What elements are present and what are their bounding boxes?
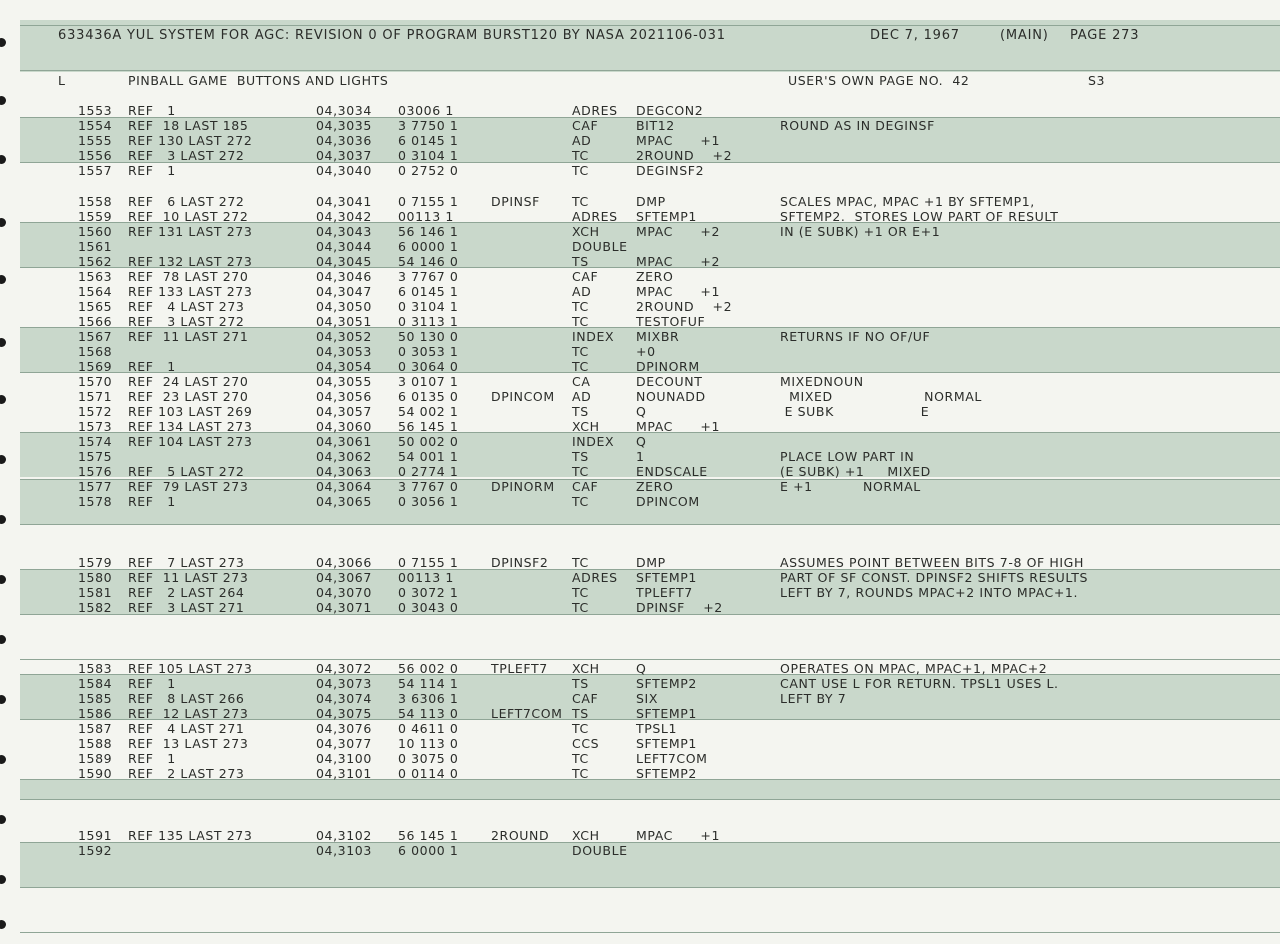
operand: SFTEMP1 (636, 736, 697, 751)
octal-word: 56 145 1 (398, 828, 459, 843)
sprocket-hole (0, 635, 6, 644)
octal-word: 6 0145 1 (398, 284, 459, 299)
sprocket-hole (0, 155, 6, 164)
address: 04,3060 (316, 419, 372, 434)
symbol-label: DPINSF (491, 194, 540, 209)
line-number: 1579 (78, 555, 113, 570)
address: 04,3065 (316, 494, 372, 509)
operand: MPAC +1 (636, 828, 721, 843)
octal-word: 56 002 0 (398, 661, 459, 676)
ref-field: REF 1 (128, 494, 176, 509)
sprocket-hole (0, 395, 6, 404)
opcode: TC (572, 299, 589, 314)
line-number: 1580 (78, 570, 113, 585)
rule (20, 25, 1280, 26)
opcode: TS (572, 404, 589, 419)
octal-word: 0 3064 0 (398, 359, 459, 374)
symbol-label: 2ROUND (491, 828, 550, 843)
ref-field: REF 131 LAST 273 (128, 224, 253, 239)
opcode: TC (572, 314, 589, 329)
remark: (E SUBK) +1 MIXED (780, 464, 931, 479)
operand: DPINORM (636, 359, 700, 374)
opcode: TC (572, 344, 589, 359)
ref-field: REF 133 LAST 273 (128, 284, 253, 299)
rule (20, 799, 1280, 800)
octal-word: 56 145 1 (398, 419, 459, 434)
octal-word: 03006 1 (398, 103, 454, 118)
address: 04,3042 (316, 209, 372, 224)
line-number: 1582 (78, 600, 113, 615)
sprocket-hole (0, 338, 6, 347)
ref-field: REF 18 LAST 185 (128, 118, 249, 133)
octal-word: 0 3075 0 (398, 751, 459, 766)
opcode: TS (572, 676, 589, 691)
symbol-label: DPINSF2 (491, 555, 549, 570)
opcode: TC (572, 555, 589, 570)
opcode: TC (572, 194, 589, 209)
address: 04,3103 (316, 843, 372, 858)
opcode: CAF (572, 269, 599, 284)
line-number: 1592 (78, 843, 113, 858)
octal-word: 10 113 0 (398, 736, 459, 751)
line-number: 1578 (78, 494, 113, 509)
address: 04,3072 (316, 661, 372, 676)
operand: MPAC +1 (636, 133, 721, 148)
sprocket-hole (0, 695, 6, 704)
octal-word: 00113 1 (398, 209, 454, 224)
opcode: TC (572, 359, 589, 374)
address: 04,3036 (316, 133, 372, 148)
ref-field: REF 4 LAST 273 (128, 299, 245, 314)
octal-word: 0 3053 1 (398, 344, 459, 359)
ref-field: REF 3 LAST 271 (128, 600, 245, 615)
ref-field: REF 130 LAST 272 (128, 133, 253, 148)
address: 04,3075 (316, 706, 372, 721)
address: 04,3101 (316, 766, 372, 781)
operand: ZERO (636, 269, 674, 284)
sprocket-hole (0, 515, 6, 524)
operand: MPAC +1 (636, 419, 721, 434)
line-number: 1581 (78, 585, 113, 600)
sprocket-hole (0, 96, 6, 105)
remark: ASSUMES POINT BETWEEN BITS 7-8 OF HIGH (780, 555, 1084, 570)
remark: IN (E SUBK) +1 OR E+1 (780, 224, 941, 239)
users-page-number: USER'S OWN PAGE NO. 42 (788, 73, 970, 88)
operand: TPLEFT7 (636, 585, 693, 600)
address: 04,3041 (316, 194, 372, 209)
operand: DMP (636, 555, 666, 570)
ref-field: REF 11 LAST 271 (128, 329, 249, 344)
operand: DEGCON2 (636, 103, 704, 118)
remark: PLACE LOW PART IN (780, 449, 915, 464)
operand: BIT12 (636, 118, 675, 133)
opcode: TS (572, 706, 589, 721)
operand: TESTOFUF (636, 314, 706, 329)
remark: PART OF SF CONST. DPINSF2 SHIFTS RESULTS (780, 570, 1088, 585)
remark: CANT USE L FOR RETURN. TPSL1 USES L. (780, 676, 1059, 691)
sprocket-hole (0, 275, 6, 284)
ref-field: REF 132 LAST 273 (128, 254, 253, 269)
symbol-label: TPLEFT7 (491, 661, 548, 676)
operand: TPSL1 (636, 721, 678, 736)
address: 04,3040 (316, 163, 372, 178)
symbol-label: LEFT7COM (491, 706, 563, 721)
symbol-label: DPINCOM (491, 389, 555, 404)
address: 04,3102 (316, 828, 372, 843)
address: 04,3037 (316, 148, 372, 163)
octal-word: 6 0000 1 (398, 843, 459, 858)
line-number: 1573 (78, 419, 113, 434)
remark: LEFT BY 7, ROUNDS MPAC+2 INTO MPAC+1. (780, 585, 1079, 600)
octal-word: 3 0107 1 (398, 374, 459, 389)
address: 04,3070 (316, 585, 372, 600)
opcode: DOUBLE (572, 239, 628, 254)
opcode: TC (572, 585, 589, 600)
operand: SFTEMP1 (636, 706, 697, 721)
green-stripe (20, 779, 1280, 799)
opcode: CAF (572, 479, 599, 494)
line-number: 1554 (78, 118, 113, 133)
address: 04,3057 (316, 404, 372, 419)
rule (20, 70, 1280, 71)
octal-word: 00113 1 (398, 570, 454, 585)
address: 04,3074 (316, 691, 372, 706)
ref-field: REF 7 LAST 273 (128, 555, 245, 570)
octal-word: 3 7767 0 (398, 479, 459, 494)
address: 04,3073 (316, 676, 372, 691)
rule (20, 932, 1280, 933)
operand: 2ROUND +2 (636, 299, 733, 314)
address: 04,3050 (316, 299, 372, 314)
l-marker: L (58, 73, 66, 88)
opcode: TC (572, 163, 589, 178)
operand: SFTEMP2 (636, 766, 697, 781)
address: 04,3034 (316, 103, 372, 118)
sprocket-hole (0, 218, 6, 227)
operand: DPINSF +2 (636, 600, 723, 615)
ref-field: REF 135 LAST 273 (128, 828, 253, 843)
job-title: 633436A YUL SYSTEM FOR AGC: REVISION 0 OF PROGRAM BURST120 BY NASA 2021106-031 (58, 28, 726, 43)
opcode: TC (572, 766, 589, 781)
octal-word: 6 0000 1 (398, 239, 459, 254)
line-number: 1574 (78, 434, 113, 449)
ref-field: REF 8 LAST 266 (128, 691, 245, 706)
operand: MPAC +1 (636, 284, 721, 299)
octal-word: 6 0145 1 (398, 133, 459, 148)
opcode: AD (572, 389, 592, 404)
remark: ROUND AS IN DEGINSF (780, 118, 935, 133)
octal-word: 0 0114 0 (398, 766, 459, 781)
octal-word: 54 002 1 (398, 404, 459, 419)
opcode: XCH (572, 224, 600, 239)
opcode: CAF (572, 691, 599, 706)
line-number: 1576 (78, 464, 113, 479)
opcode: TC (572, 751, 589, 766)
address: 04,3045 (316, 254, 372, 269)
address: 04,3054 (316, 359, 372, 374)
octal-word: 0 7155 1 (398, 555, 459, 570)
sprocket-hole (0, 920, 6, 929)
ref-field: REF 3 LAST 272 (128, 148, 245, 163)
ref-field: REF 10 LAST 272 (128, 209, 249, 224)
octal-word: 0 2774 1 (398, 464, 459, 479)
address: 04,3056 (316, 389, 372, 404)
octal-word: 0 3104 1 (398, 148, 459, 163)
ref-field: REF 134 LAST 273 (128, 419, 253, 434)
rule (20, 659, 1280, 660)
operand: NOUNADD (636, 389, 706, 404)
listing-date: DEC 7, 1967 (870, 28, 960, 43)
opcode: AD (572, 133, 592, 148)
address: 04,3063 (316, 464, 372, 479)
line-number: 1589 (78, 751, 113, 766)
line-number: 1588 (78, 736, 113, 751)
green-stripe (20, 842, 1280, 887)
remark: SFTEMP2. STORES LOW PART OF RESULT (780, 209, 1059, 224)
ref-field: REF 104 LAST 273 (128, 434, 253, 449)
ref-field: REF 12 LAST 273 (128, 706, 249, 721)
ref-field: REF 78 LAST 270 (128, 269, 249, 284)
address: 04,3062 (316, 449, 372, 464)
opcode: ADRES (572, 103, 618, 118)
line-number: 1568 (78, 344, 113, 359)
sprocket-hole (0, 755, 6, 764)
octal-word: 0 3043 0 (398, 600, 459, 615)
sprocket-hole (0, 815, 6, 824)
ref-field: REF 24 LAST 270 (128, 374, 249, 389)
listing-code: S3 (1088, 73, 1106, 88)
address: 04,3053 (316, 344, 372, 359)
ref-field: REF 1 (128, 751, 176, 766)
operand: SFTEMP1 (636, 209, 697, 224)
ref-field: REF 13 LAST 273 (128, 736, 249, 751)
ref-field: REF 1 (128, 103, 176, 118)
ref-field: REF 2 LAST 264 (128, 585, 245, 600)
address: 04,3071 (316, 600, 372, 615)
opcode: DOUBLE (572, 843, 628, 858)
operand: DMP (636, 194, 666, 209)
remark: MIXED NORMAL (780, 389, 982, 404)
octal-word: 54 146 0 (398, 254, 459, 269)
operand: DEGINSF2 (636, 163, 705, 178)
listing-subtitle: PINBALL GAME BUTTONS AND LIGHTS (128, 73, 389, 88)
octal-word: 3 7767 0 (398, 269, 459, 284)
remark: MIXEDNOUN (780, 374, 864, 389)
opcode: TC (572, 600, 589, 615)
line-number: 1572 (78, 404, 113, 419)
line-number: 1591 (78, 828, 113, 843)
line-number: 1559 (78, 209, 113, 224)
line-number: 1575 (78, 449, 113, 464)
address: 04,3061 (316, 434, 372, 449)
opcode: CCS (572, 736, 600, 751)
operand: Q (636, 434, 647, 449)
ref-field: REF 105 LAST 273 (128, 661, 253, 676)
octal-word: 56 146 1 (398, 224, 459, 239)
line-number: 1553 (78, 103, 113, 118)
address: 04,3044 (316, 239, 372, 254)
opcode: XCH (572, 419, 600, 434)
line-number: 1558 (78, 194, 113, 209)
remark: OPERATES ON MPAC, MPAC+1, MPAC+2 (780, 661, 1048, 676)
address: 04,3077 (316, 736, 372, 751)
operand: +0 (636, 344, 656, 359)
line-number: 1587 (78, 721, 113, 736)
opcode: TS (572, 449, 589, 464)
operand: LEFT7COM (636, 751, 708, 766)
line-number: 1583 (78, 661, 113, 676)
address: 04,3035 (316, 118, 372, 133)
line-number: 1570 (78, 374, 113, 389)
opcode: XCH (572, 828, 600, 843)
octal-word: 3 7750 1 (398, 118, 459, 133)
line-number: 1563 (78, 269, 113, 284)
rule (20, 524, 1280, 525)
opcode: TC (572, 494, 589, 509)
operand: DPINCOM (636, 494, 700, 509)
operand: SFTEMP1 (636, 570, 697, 585)
opcode: INDEX (572, 329, 615, 344)
ref-field: REF 79 LAST 273 (128, 479, 249, 494)
operand: ZERO (636, 479, 674, 494)
octal-word: 0 4611 0 (398, 721, 459, 736)
octal-word: 50 002 0 (398, 434, 459, 449)
line-number: 1585 (78, 691, 113, 706)
address: 04,3051 (316, 314, 372, 329)
operand: 1 (636, 449, 645, 464)
operand: Q (636, 404, 647, 419)
remark: RETURNS IF NO OF/UF (780, 329, 931, 344)
line-number: 1577 (78, 479, 113, 494)
octal-word: 0 2752 0 (398, 163, 459, 178)
listing-section: (MAIN) (1000, 28, 1049, 43)
opcode: AD (572, 284, 592, 299)
ref-field: REF 1 (128, 163, 176, 178)
rule (20, 887, 1280, 888)
line-number: 1586 (78, 706, 113, 721)
operand: ENDSCALE (636, 464, 708, 479)
sprocket-hole (0, 38, 6, 47)
octal-word: 6 0135 0 (398, 389, 459, 404)
operand: SIX (636, 691, 658, 706)
opcode: TC (572, 721, 589, 736)
address: 04,3043 (316, 224, 372, 239)
opcode: ADRES (572, 570, 618, 585)
line-number: 1584 (78, 676, 113, 691)
ref-field: REF 103 LAST 269 (128, 404, 253, 419)
address: 04,3100 (316, 751, 372, 766)
address: 04,3066 (316, 555, 372, 570)
opcode: CA (572, 374, 591, 389)
octal-word: 0 3072 1 (398, 585, 459, 600)
octal-word: 0 3056 1 (398, 494, 459, 509)
address: 04,3046 (316, 269, 372, 284)
line-number: 1565 (78, 299, 113, 314)
address: 04,3076 (316, 721, 372, 736)
ref-field: REF 23 LAST 270 (128, 389, 249, 404)
ref-field: REF 3 LAST 272 (128, 314, 245, 329)
page-number: PAGE 273 (1070, 28, 1140, 43)
line-number: 1556 (78, 148, 113, 163)
opcode: TS (572, 254, 589, 269)
address: 04,3067 (316, 570, 372, 585)
opcode: CAF (572, 118, 599, 133)
octal-word: 0 3113 1 (398, 314, 459, 329)
line-number: 1560 (78, 224, 113, 239)
ref-field: REF 6 LAST 272 (128, 194, 245, 209)
symbol-label: DPINORM (491, 479, 555, 494)
sprocket-hole (0, 455, 6, 464)
line-number: 1566 (78, 314, 113, 329)
opcode: XCH (572, 661, 600, 676)
line-number: 1555 (78, 133, 113, 148)
opcode: TC (572, 464, 589, 479)
line-number: 1561 (78, 239, 113, 254)
ref-field: REF 5 LAST 272 (128, 464, 245, 479)
remark: LEFT BY 7 (780, 691, 847, 706)
opcode: TC (572, 148, 589, 163)
ref-field: REF 2 LAST 273 (128, 766, 245, 781)
octal-word: 54 113 0 (398, 706, 459, 721)
address: 04,3047 (316, 284, 372, 299)
line-number: 1557 (78, 163, 113, 178)
line-number: 1590 (78, 766, 113, 781)
line-number: 1564 (78, 284, 113, 299)
sprocket-hole (0, 575, 6, 584)
octal-word: 54 114 1 (398, 676, 459, 691)
octal-word: 54 001 1 (398, 449, 459, 464)
opcode: ADRES (572, 209, 618, 224)
line-number: 1569 (78, 359, 113, 374)
operand: MPAC +2 (636, 224, 721, 239)
octal-word: 50 130 0 (398, 329, 459, 344)
operand: SFTEMP2 (636, 676, 697, 691)
address: 04,3064 (316, 479, 372, 494)
address: 04,3052 (316, 329, 372, 344)
operand: MIXBR (636, 329, 680, 344)
octal-word: 3 6306 1 (398, 691, 459, 706)
remark: SCALES MPAC, MPAC +1 BY SFTEMP1, (780, 194, 1035, 209)
ref-field: REF 11 LAST 273 (128, 570, 249, 585)
line-number: 1571 (78, 389, 113, 404)
operand: Q (636, 661, 647, 676)
line-number: 1567 (78, 329, 113, 344)
octal-word: 0 7155 1 (398, 194, 459, 209)
remark: E SUBK E (780, 404, 930, 419)
operand: MPAC +2 (636, 254, 721, 269)
line-number: 1562 (78, 254, 113, 269)
operand: 2ROUND +2 (636, 148, 733, 163)
octal-word: 0 3104 1 (398, 299, 459, 314)
opcode: INDEX (572, 434, 615, 449)
ref-field: REF 1 (128, 676, 176, 691)
ref-field: REF 4 LAST 271 (128, 721, 245, 736)
operand: DECOUNT (636, 374, 703, 389)
remark: E +1 NORMAL (780, 479, 921, 494)
ref-field: REF 1 (128, 359, 176, 374)
address: 04,3055 (316, 374, 372, 389)
sprocket-hole (0, 875, 6, 884)
